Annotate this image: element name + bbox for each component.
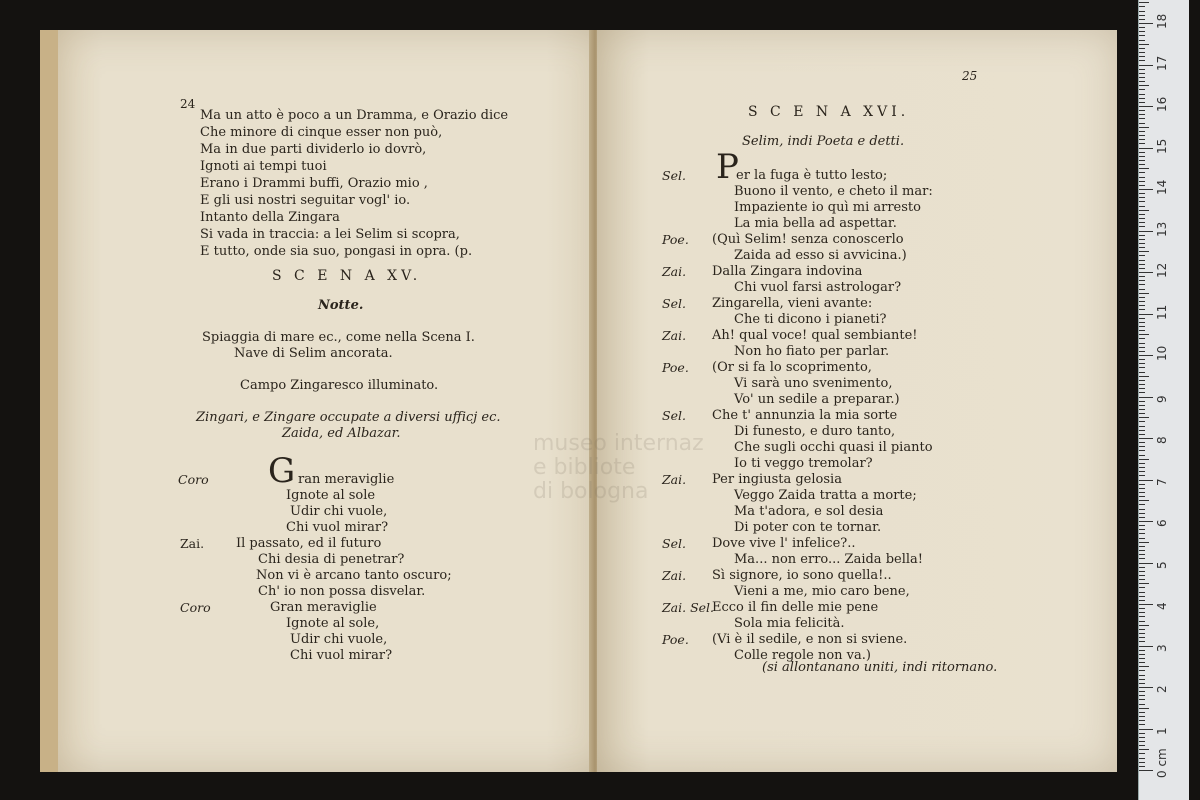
ruler-tick: [1139, 193, 1145, 194]
ruler-number: 14: [1155, 179, 1169, 195]
stage-direction: (si allontanano uniti, indi ritornano.: [762, 660, 998, 675]
ruler-number: 13: [1155, 221, 1169, 237]
verse-line: Ignoti ai tempi tuoi: [200, 159, 327, 174]
dialogue-line: Buono il vento, e cheto il mar:: [734, 184, 933, 199]
ruler-tick: [1139, 729, 1153, 730]
ruler-tick: [1139, 139, 1145, 140]
ruler-number: 6: [1155, 519, 1169, 527]
ruler-tick: [1139, 658, 1145, 659]
ruler-tick: [1139, 69, 1145, 70]
ruler-tick: [1139, 426, 1145, 427]
ruler-tick: [1139, 675, 1145, 676]
dialogue-line: er la fuga è tutto lesto;: [736, 168, 888, 183]
ruler-tick: [1139, 284, 1145, 285]
ruler-tick: [1139, 293, 1149, 294]
ruler-tick: [1139, 629, 1145, 630]
ruler-tick: [1139, 679, 1145, 680]
ruler-number: 7: [1155, 477, 1169, 486]
ruler-tick: [1139, 376, 1149, 377]
ruler-tick: [1139, 662, 1145, 663]
ruler-tick: [1139, 35, 1145, 36]
ruler-tick: [1139, 197, 1145, 198]
ruler-tick: [1139, 359, 1145, 360]
dialogue-line: Chi vuol mirar?: [290, 648, 393, 663]
ruler-tick: [1139, 753, 1145, 754]
ruler-number: 1: [1155, 726, 1169, 735]
ruler-tick: [1139, 334, 1149, 335]
speaker-label: Sel.: [662, 408, 686, 423]
ruler-tick: [1139, 683, 1145, 684]
ruler-tick: [1139, 749, 1149, 750]
ruler-tick: [1139, 571, 1145, 572]
dialogue-line: Il passato, ed il futuro: [236, 536, 382, 551]
ruler-tick: [1139, 326, 1145, 327]
ruler-tick: [1139, 397, 1153, 398]
ruler-tick: [1139, 513, 1145, 514]
ruler-tick: [1139, 575, 1145, 576]
ruler-tick: [1139, 550, 1145, 551]
ruler-tick: [1139, 73, 1145, 74]
ruler-tick: [1139, 168, 1149, 169]
ruler-tick: [1139, 247, 1145, 248]
ruler-tick: [1139, 77, 1145, 78]
ruler-tick: [1139, 264, 1145, 265]
ruler-tick: [1139, 85, 1149, 86]
scene-xv-title: S C E N A XV.: [272, 268, 422, 284]
ruler-tick: [1139, 94, 1145, 95]
ruler-tick: [1139, 592, 1145, 593]
ruler-tick: [1139, 318, 1145, 319]
ruler-tick: [1139, 492, 1145, 493]
ruler-tick: [1139, 654, 1145, 655]
ruler-tick: [1139, 554, 1145, 555]
ruler-tick: [1139, 521, 1153, 522]
ruler-number: 15: [1155, 138, 1169, 154]
setting-line: Spiaggia di mare ec., come nella Scena I.: [202, 330, 475, 345]
ruler-tick: [1139, 546, 1145, 547]
ruler-tick: [1139, 401, 1145, 402]
ruler-tick: [1139, 463, 1145, 464]
ruler-tick: [1139, 260, 1145, 261]
ruler-tick: [1139, 766, 1145, 767]
ruler-tick: [1139, 538, 1145, 539]
dialogue-line: Di funesto, e duro tanto,: [734, 424, 896, 439]
ruler-tick: [1139, 409, 1145, 410]
watermark-line: e bibliote: [533, 455, 636, 480]
dialogue-line: Ignote al sole,: [286, 616, 380, 631]
ruler-tick: [1139, 480, 1153, 481]
ruler-tick: [1139, 442, 1145, 443]
ruler-tick: [1139, 434, 1145, 435]
ruler-tick: [1139, 143, 1145, 144]
ruler-tick: [1139, 542, 1149, 543]
speaker-label: Sel.: [662, 168, 686, 183]
dialogue-line: Chi vuol farsi astrologar?: [734, 280, 902, 295]
ruler-number: 3: [1155, 643, 1169, 652]
ruler-tick: [1139, 255, 1145, 256]
speaker-label: Zai.: [662, 472, 687, 487]
watermark-line: museo internaz: [533, 431, 704, 456]
ruler-tick: [1139, 438, 1153, 439]
speaker-label: Poe.: [662, 232, 689, 247]
verse-line: Ma in due parti dividerlo io dovrò,: [200, 142, 427, 157]
dialogue-line: Impaziente io quì mi arresto: [734, 200, 921, 215]
ruler-tick: [1139, 2, 1149, 3]
ruler-tick: [1139, 60, 1145, 61]
ruler-tick: [1139, 19, 1145, 20]
characters-line: Zingari, e Zingare occupate a diversi ufficj ec.: [196, 410, 501, 425]
ruler-tick: [1139, 338, 1145, 339]
ruler-tick: [1139, 301, 1145, 302]
ruler-number: 12: [1155, 262, 1169, 278]
ruler-tick: [1139, 417, 1149, 418]
verse-line: Intanto della Zingara: [200, 210, 340, 225]
ruler-tick: [1139, 31, 1145, 32]
dialogue-line: Ma t'adora, e sol desia: [734, 504, 884, 519]
ruler-tick: [1139, 280, 1145, 281]
ruler-tick: [1139, 172, 1145, 173]
ruler-tick: [1139, 314, 1153, 315]
ruler-tick: [1139, 289, 1145, 290]
ruler-tick: [1139, 268, 1145, 269]
ruler-tick: [1139, 704, 1145, 705]
drop-cap: G: [268, 451, 296, 491]
ruler-tick: [1139, 446, 1145, 447]
ruler-tick: [1139, 633, 1145, 634]
ruler-tick: [1139, 343, 1145, 344]
ruler-tick: [1139, 745, 1145, 746]
ruler-tick: [1139, 529, 1145, 530]
speaker-label: Zai.: [180, 536, 205, 551]
ruler-tick: [1139, 309, 1145, 310]
ruler-number: 16: [1155, 96, 1169, 112]
ruler-tick: [1139, 276, 1145, 277]
dialogue-line: La mia bella ad aspettar.: [734, 216, 897, 231]
dialogue-line: Chi vuol mirar?: [286, 520, 389, 535]
watermark-line: di bologna: [533, 479, 649, 504]
verse-line: Erano i Drammi buffi, Orazio mio ,: [200, 176, 428, 191]
ruler-tick: [1139, 450, 1145, 451]
dialogue-line: Ah! qual voce! qual sembiante!: [712, 328, 918, 343]
ruler-tick: [1139, 388, 1145, 389]
ruler-tick: [1139, 687, 1153, 688]
dialogue-line: Non ho fiato per parlar.: [734, 344, 890, 359]
verse-line: E gli usi nostri seguitar vogl' io.: [200, 193, 411, 208]
ruler-tick: [1139, 40, 1145, 41]
ruler-tick: [1139, 164, 1145, 165]
dialogue-line: Dalla Zingara indovina: [712, 264, 863, 279]
ruler-tick: [1139, 509, 1145, 510]
ruler-tick: [1139, 118, 1145, 119]
dialogue-line: Ignote al sole: [286, 488, 376, 503]
dialogue-line: Vi sarà uno svenimento,: [734, 376, 893, 391]
ruler-tick: [1139, 641, 1145, 642]
ruler-tick: [1139, 201, 1145, 202]
ruler-number: 11: [1155, 304, 1169, 320]
verse-line: Si vada in traccia: a lei Selim si scopra,: [200, 227, 460, 242]
ruler-tick: [1139, 23, 1153, 24]
ruler-tick: [1139, 297, 1145, 298]
ruler-tick: [1139, 695, 1145, 696]
ruler-tick: [1139, 272, 1153, 273]
ruler-tick: [1139, 563, 1153, 564]
ruler-tick: [1139, 231, 1153, 232]
ruler-tick: [1139, 475, 1145, 476]
ruler-tick: [1139, 355, 1153, 356]
ruler-tick: [1139, 708, 1149, 709]
ruler-number: 5: [1155, 560, 1169, 569]
ruler-number: 8: [1155, 436, 1169, 444]
ruler-tick: [1139, 604, 1153, 605]
speaker-label: Zai.: [662, 328, 687, 343]
ruler-tick: [1139, 347, 1145, 348]
ruler-tick: [1139, 210, 1149, 211]
ruler-tick: [1139, 322, 1145, 323]
ruler-tick: [1139, 152, 1145, 153]
ruler-tick: [1139, 106, 1153, 107]
dialogue-line: Che sugli occhi quasi il pianto: [734, 440, 933, 455]
ruler-number: 17: [1155, 55, 1169, 71]
ruler-number: 9: [1155, 394, 1169, 403]
ruler-tick: [1139, 758, 1145, 759]
verse-line: Ma un atto è poco a un Dramma, e Orazio dice: [200, 108, 509, 123]
ruler-tick: [1139, 367, 1145, 368]
ruler-tick: [1139, 239, 1145, 240]
ruler-tick: [1139, 583, 1149, 584]
dialogue-line: Colle regole non va.): [734, 648, 871, 663]
ruler-tick: [1139, 612, 1145, 613]
speaker-label: Sel.: [662, 536, 686, 551]
ruler-tick: [1139, 222, 1145, 223]
ruler-tick: [1139, 712, 1145, 713]
ruler-tick: [1139, 504, 1145, 505]
dialogue-line: Che t' annunzia la mia sorte: [712, 408, 898, 423]
ruler-tick: [1139, 691, 1145, 692]
ruler-tick: [1139, 206, 1145, 207]
ruler-number: 18: [1155, 13, 1169, 29]
ruler-tick: [1139, 413, 1145, 414]
ruler-tick: [1139, 430, 1145, 431]
dialogue-line: Udir chi vuole,: [290, 504, 388, 519]
ruler-tick: [1139, 596, 1145, 597]
ruler-tick: [1139, 363, 1145, 364]
setting-line: Campo Zingaresco illuminato.: [240, 378, 439, 393]
ruler-tick: [1139, 762, 1145, 763]
ruler-tick: [1139, 608, 1145, 609]
ruler-tick: [1139, 741, 1145, 742]
ruler-tick: [1139, 484, 1145, 485]
ruler-tick: [1139, 114, 1145, 115]
ruler-tick: [1139, 218, 1145, 219]
ruler-tick: [1139, 716, 1145, 717]
speaker-label: Zai. Sel.: [662, 600, 715, 615]
measuring-ruler: [1138, 0, 1189, 800]
ruler-tick: [1139, 471, 1145, 472]
ruler-tick: [1139, 123, 1145, 124]
ruler-tick: [1139, 770, 1153, 771]
ruler-tick: [1139, 724, 1145, 725]
ruler-unit-label: 0 cm: [1155, 748, 1169, 778]
dialogue-line: Ch' io non possa disvelar.: [258, 584, 426, 599]
ruler-tick: [1139, 89, 1145, 90]
ruler-tick: [1139, 421, 1145, 422]
ruler-tick: [1139, 737, 1145, 738]
ruler-tick: [1139, 380, 1145, 381]
dialogue-line: (Quì Selim! senza conoscerlo: [712, 232, 904, 247]
dialogue-line: (Vi è il sedile, e non si sviene.: [712, 632, 908, 647]
speaker-label: Poe.: [662, 632, 689, 647]
ruler-tick: [1139, 621, 1145, 622]
ruler-tick: [1139, 330, 1145, 331]
ruler-tick: [1139, 156, 1145, 157]
dialogue-line: Vieni a me, mio caro bene,: [734, 584, 910, 599]
ruler-tick: [1139, 65, 1153, 66]
library-watermark: [533, 432, 713, 504]
ruler-tick: [1139, 405, 1145, 406]
dialogue-line: Di poter con te tornar.: [734, 520, 882, 535]
drop-cap: P: [716, 147, 739, 187]
speaker-label: Zai.: [662, 264, 687, 279]
ruler-tick: [1139, 488, 1145, 489]
ruler-tick: [1139, 384, 1145, 385]
ruler-tick: [1139, 127, 1149, 128]
ruler-tick: [1139, 616, 1145, 617]
ruler-tick: [1139, 48, 1145, 49]
ruler-tick: [1139, 670, 1145, 671]
dialogue-line: Zingarella, vieni avante:: [712, 296, 873, 311]
ruler-tick: [1139, 600, 1145, 601]
dialogue-line: Dove vive l' infelice?..: [712, 536, 856, 551]
ruler-tick: [1139, 459, 1149, 460]
ruler-tick: [1139, 27, 1145, 28]
speaker-label: Coro: [178, 472, 209, 487]
ruler-tick: [1139, 177, 1145, 178]
ruler-tick: [1139, 467, 1145, 468]
ruler-tick: [1139, 11, 1145, 12]
scene-xv-subtitle: Notte.: [318, 298, 364, 313]
ruler-tick: [1139, 243, 1145, 244]
dialogue-line: Sola mia felicità.: [734, 616, 845, 631]
ruler-tick: [1139, 496, 1145, 497]
ruler-tick: [1139, 235, 1145, 236]
ruler-tick: [1139, 251, 1149, 252]
scene-xvi-subtitle: Selim, indi Poeta e detti.: [742, 134, 905, 149]
verse-line: E tutto, onde sia suo, pongasi in opra. (p.: [200, 244, 473, 259]
ruler-tick: [1139, 720, 1145, 721]
dialogue-line: Che ti dicono i pianeti?: [734, 312, 887, 327]
ruler-tick: [1139, 102, 1145, 103]
setting-line: Nave di Selim ancorata.: [234, 346, 393, 361]
ruler-tick: [1139, 52, 1145, 53]
ruler-tick: [1139, 81, 1145, 82]
dialogue-line: Chi desia di penetrar?: [258, 552, 405, 567]
dialogue-line: Io ti veggo tremolar?: [734, 456, 873, 471]
ruler-tick: [1139, 110, 1145, 111]
speaker-label: Sel.: [662, 296, 686, 311]
dialogue-line: Ecco il fin delle mie pene: [712, 600, 879, 615]
dialogue-line: Sì signore, io sono quella!..: [712, 568, 892, 583]
ruler-tick: [1139, 160, 1145, 161]
ruler-tick: [1139, 135, 1145, 136]
ruler-tick: [1139, 148, 1153, 149]
speaker-label: Coro: [180, 600, 211, 615]
dialogue-line: Zaida ad esso si avvicina.): [734, 248, 907, 263]
ruler-tick: [1139, 525, 1145, 526]
dialogue-line: Ma... non erro... Zaida bella!: [734, 552, 923, 567]
ruler-tick: [1139, 650, 1145, 651]
ruler-tick: [1139, 56, 1145, 57]
dialogue-line: Vo' un sedile a preparar.): [734, 392, 900, 407]
ruler-number: 4: [1155, 602, 1169, 610]
dialogue-line: Gran meraviglie: [270, 600, 377, 615]
ruler-tick: [1139, 500, 1149, 501]
ruler-tick: [1139, 625, 1149, 626]
ruler-tick: [1139, 131, 1145, 132]
ruler-tick: [1139, 181, 1145, 182]
ruler-tick: [1139, 15, 1145, 16]
ruler-tick: [1139, 455, 1145, 456]
ruler-number: 10: [1155, 345, 1169, 361]
ruler-tick: [1139, 646, 1153, 647]
ruler-number: 2: [1155, 685, 1169, 693]
ruler-tick: [1139, 392, 1145, 393]
ruler-tick: [1139, 558, 1145, 559]
ruler-tick: [1139, 699, 1145, 700]
ruler-tick: [1139, 98, 1145, 99]
dialogue-line: Veggo Zaida tratta a morte;: [734, 488, 917, 503]
dialogue-line: Udir chi vuole,: [290, 632, 388, 647]
ruler-tick: [1139, 185, 1145, 186]
left-page-number: 24: [180, 97, 196, 111]
ruler-tick: [1139, 733, 1145, 734]
ruler-tick: [1139, 587, 1145, 588]
speaker-label: Zai.: [662, 568, 687, 583]
scene-xvi-title: S C E N A XVI.: [748, 104, 910, 120]
ruler-tick: [1139, 517, 1145, 518]
speaker-label: Poe.: [662, 360, 689, 375]
dialogue-line: (Or si fa lo scoprimento,: [712, 360, 872, 375]
dialogue-line-dropcap: ran meraviglie: [298, 472, 395, 487]
ruler-tick: [1139, 6, 1145, 7]
ruler-tick: [1139, 533, 1145, 534]
ruler-tick: [1139, 189, 1153, 190]
ruler-tick: [1139, 579, 1145, 580]
ruler-tick: [1139, 351, 1145, 352]
right-page-number: 25: [962, 69, 978, 83]
ruler-tick: [1139, 214, 1145, 215]
ruler-tick: [1139, 567, 1145, 568]
ruler-tick: [1139, 44, 1149, 45]
dialogue-line: Per ingiusta gelosia: [712, 472, 842, 487]
ruler-tick: [1139, 305, 1145, 306]
verse-line: Che minore di cinque esser non può,: [200, 125, 443, 140]
ruler-tick: [1139, 372, 1145, 373]
characters-line: Zaida, ed Albazar.: [282, 426, 401, 441]
ruler-tick: [1139, 666, 1149, 667]
dialogue-line: Non vi è arcano tanto oscuro;: [256, 568, 452, 583]
ruler-tick: [1139, 226, 1145, 227]
ruler-tick: [1139, 637, 1145, 638]
